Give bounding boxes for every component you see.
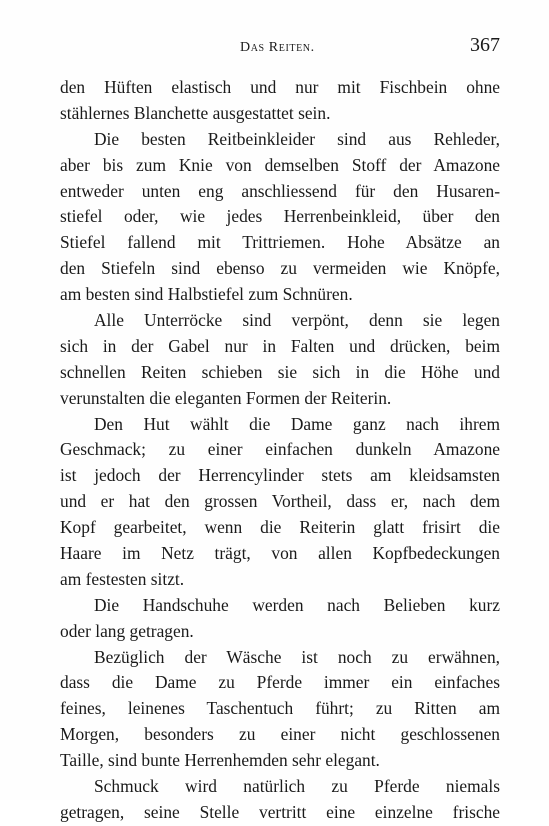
text-line: den Hüften elastisch und nur mit Fischbein ohne (60, 77, 500, 97)
text-line: am besten sind Halbstiefel zum Schnüren. (60, 284, 353, 305)
running-title: Das Reiten. (240, 40, 315, 55)
text-line: Morgen, besonders zu einer nicht geschlossenen (60, 724, 500, 745)
text-line: Kopf gearbeitet, wenn die Reiterin glatt frisirt die (60, 517, 500, 538)
text-line: den Stiefeln sind ebenso zu vermeiden wie Knöpfe, (60, 258, 500, 279)
text-line: Schmuck wird natürlich zu Pferde niemals (94, 776, 500, 797)
text-line: dass die Dame zu Pferde immer ein einfaches (60, 672, 500, 693)
text-line: Geschmack; zu einer einfachen dunkeln Amazone (60, 439, 500, 460)
page-header (60, 34, 500, 62)
text-line: stählernes Blanchette ausgestattet sein. (60, 102, 331, 123)
text-line: schnellen Reiten schieben sie sich in die Höhe und (60, 361, 500, 382)
text-line: am festesten sitzt. (60, 568, 185, 589)
text-line: aber bis zum Knie von demselben Stoff der Amazone (60, 154, 500, 175)
text-line: getragen, seine Stelle vertritt eine einzelne frische (60, 801, 500, 822)
body-text (60, 75, 500, 826)
text-line: Stiefel fallend mit Trittriemen. Hohe Absätze an (60, 232, 500, 253)
text-line: Taille, sind bunte Herrenhemden sehr elegant. (60, 750, 380, 771)
page-number: 367 (470, 34, 500, 56)
text-line: sich in der Gabel nur in Falten und drücken, beim (60, 335, 500, 356)
text-line: Die Handschuhe werden nach Belieben kurz (94, 594, 500, 615)
text-line: stiefel oder, wie jedes Herrenbeinkleid, über den (60, 206, 500, 227)
text-line: Alle Unterröcke sind verpönt, denn sie legen (94, 310, 500, 331)
text-line: Haare im Netz trägt, von allen Kopfbedeckungen (60, 543, 500, 564)
text-line: Den Hut wählt die Dame ganz nach ihrem (94, 413, 500, 434)
text-line: oder lang getragen. (60, 620, 194, 641)
text-line: Die besten Reitbeinkleider sind aus Rehleder, (94, 128, 500, 149)
text-line: feines, leinenes Taschentuch führt; zu Ritten am (60, 698, 500, 719)
text-line: Bezüglich der Wäsche ist noch zu erwähnen, (94, 646, 500, 667)
text-line: und er hat den grossen Vortheil, dass er, nach dem (60, 491, 500, 512)
text-line: verunstalten die eleganten Formen der Reiterin. (60, 387, 392, 408)
text-line: entweder unten eng anschliessend für den Husaren- (60, 180, 500, 201)
text-line: ist jedoch der Herrencylinder stets am kleidsamsten (60, 465, 500, 486)
